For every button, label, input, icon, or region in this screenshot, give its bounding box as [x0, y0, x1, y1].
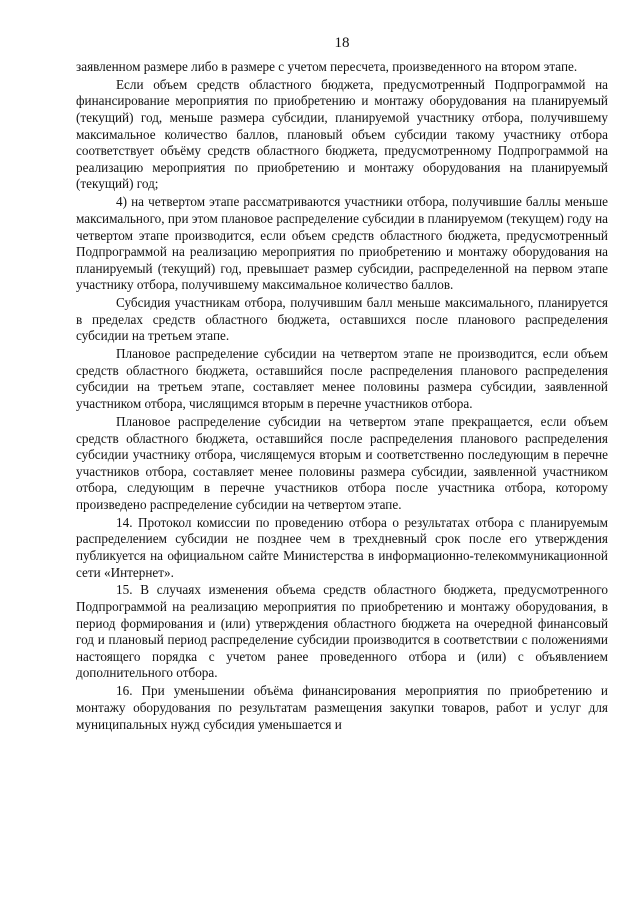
paragraph: Плановое распределение субсидии на четвертом этапе прекращается, если объем средств областного бюджета, оставшийся после распределения планового распределения субсидии участнику отбора, числящемуся вторым и соответственно последующим в перечне участников отбора, составляет менее половины размера субсидии, заявленной участником отбора, следующим в перечне участников отбора после участника отбора, которому произведено распределение субсидии на четвертом этапе.	[76, 413, 608, 512]
paragraph: Субсидия участникам отбора, получившим балл меньше максимального, планируется в пределах средств областного бюджета, оставшихся после планового распределения субсидии на третьем этапе.	[76, 295, 608, 344]
paragraph-clause-15: 15. В случаях изменения объема средств областного бюджета, предусмотренного Подпрограммой на реализацию мероприятия по приобретению и монтажу оборудования, в период формирования и (или) утверждения областного бюджета на очередной финансовый год и плановый период распределение субсидии производится в соответствии с положениями настоящего порядка с учетом ранее проведенного отбора и (или) с объявлением дополнительного отбора.	[76, 582, 608, 681]
paragraph-clause-16: 16. При уменьшении объёма финансирования мероприятия по приобретению и монтажу оборудования по результатам размещения закупки товаров, работ и услуг для муниципальных нужд субсидия уменьшается и	[76, 683, 608, 732]
paragraph-clause-14: 14. Протокол комиссии по проведению отбора о результатах отбора с планируемым распределением субсидии не позднее чем в трехдневный срок после его утверждения публикуется на официальном сайте Министерства в информационно-телекоммуникационной сети «Интернет».	[76, 514, 608, 580]
paragraph: Плановое распределение субсидии на четвертом этапе не производится, если объем средств областного бюджета, оставшийся после распределения планового распределения субсидии на третьем этапе, составляет менее половины размера субсидии, заявленной участником отбора, числящимся вторым в перечне участников отбора.	[76, 346, 608, 412]
paragraph: Если объем средств областного бюджета, предусмотренный Подпрограммой на финансирование мероприятия по приобретению и монтажу оборудования на планируемый (текущий) год, меньше размера субсидии, планируемой участнику отбора, получившему максимальное количество баллов, плановый объем субсидии такому участнику отбора соответствует объёму средств областного бюджета, предусмотренному Подпрограммой на реализацию мероприятия по приобретению и монтажу оборудования на планируемый (текущий) год;	[76, 76, 608, 192]
page-number: 18	[334, 35, 350, 51]
paragraph-continuation: заявленном размере либо в размере с учетом пересчета, произведенного на втором этапе.	[76, 59, 578, 74]
document-body	[76, 59, 608, 733]
paragraph-item-4: 4) на четвертом этапе рассматриваются участники отбора, получившие баллы меньше максимального, при этом плановое распределение субсидии в планируемом (текущем) году на четвертом этапе производится, если объем средств областного бюджета, предусмотренный Подпрограммой на реализацию мероприятия по приобретению и монтажу оборудования на планируемый (текущий) год, превышает размер субсидии, распределенной на первом этапе участнику отбора, получившему максимальное количество баллов.	[76, 194, 608, 293]
